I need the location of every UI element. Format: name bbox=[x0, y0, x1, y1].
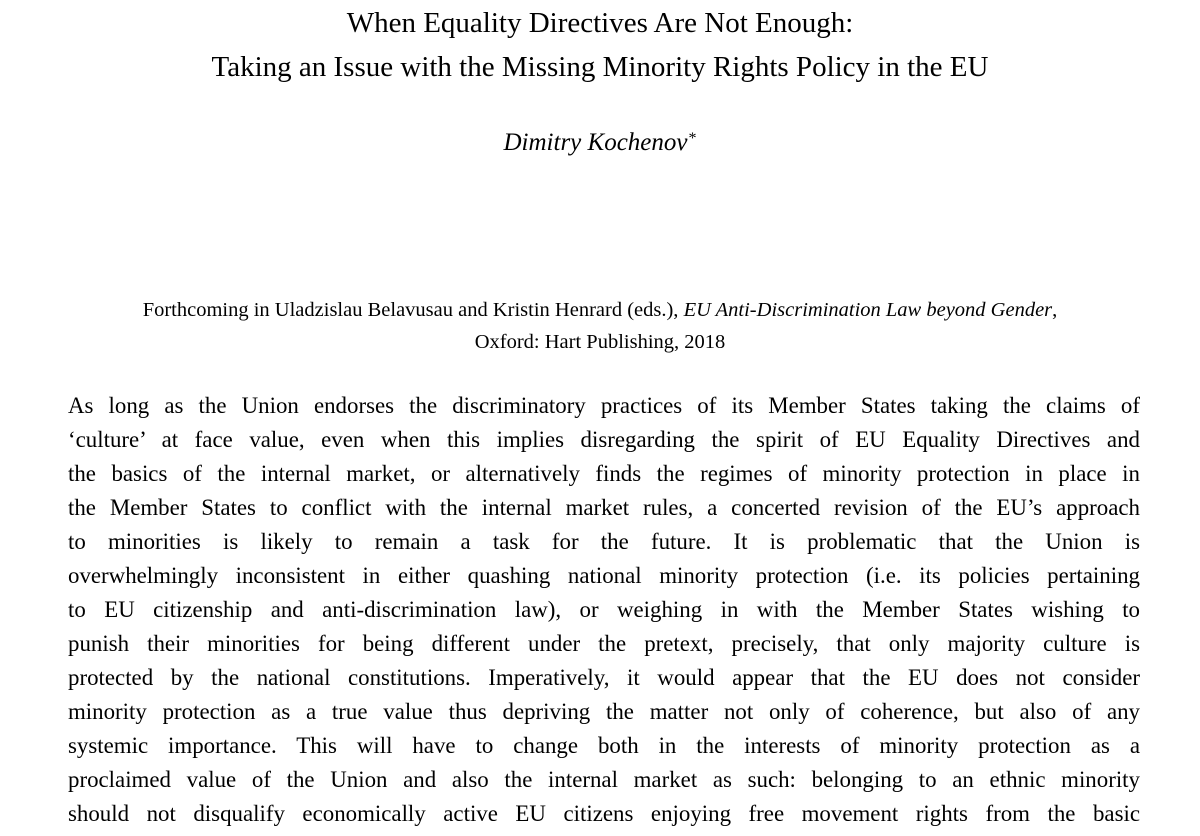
body-line: the Member States to conflict with the internal market rules, a concerted revision of the EU’s approach bbox=[68, 495, 1140, 520]
publication-suffix: , bbox=[1052, 299, 1058, 321]
body-line: proclaimed value of the Union and also the internal market as such: belonging to an ethnic minority bbox=[68, 767, 1140, 792]
author-footnote-mark[interactable]: * bbox=[688, 130, 697, 147]
publication-note-line-1 bbox=[0, 295, 1200, 325]
body-paragraph bbox=[68, 389, 1140, 831]
body-line: ‘culture’ at face value, even when this implies disregarding the spirit of EU Equality Directives and bbox=[68, 427, 1140, 452]
body-line: to EU citizenship and anti-discrimination law), or weighing in with the Member States wishing to bbox=[68, 597, 1140, 622]
body-line: the basics of the internal market, or alternatively finds the regimes of minority protection in place in bbox=[68, 461, 1140, 486]
publication-book-title: EU Anti-Discrimination Law beyond Gender bbox=[683, 299, 1053, 321]
body-line: overwhelmingly inconsistent in either quashing national minority protection (i.e. its policies pertaining bbox=[68, 563, 1140, 588]
publication-note-line-2: Oxford: Hart Publishing, 2018 bbox=[474, 331, 726, 353]
body-line: As long as the Union endorses the discriminatory practices of its Member States taking the claims of bbox=[68, 393, 1140, 418]
body-line: systemic importance. This will have to change both in the interests of minority protection as a bbox=[68, 733, 1140, 758]
body-line: minority protection as a true value thus depriving the matter not only of coherence, but also of any bbox=[68, 699, 1140, 724]
paper-title-line-2: Taking an Issue with the Missing Minority Rights Policy in the EU bbox=[211, 51, 989, 83]
author-name: Dimitry Kochenov bbox=[503, 129, 688, 156]
publication-prefix: Forthcoming in Uladzislau Belavusau and Kristin Henrard (eds.), bbox=[142, 299, 679, 321]
paper-title-line-1: When Equality Directives Are Not Enough: bbox=[346, 7, 854, 39]
author-line bbox=[0, 124, 1200, 162]
body-line: protected by the national constitutions. Imperatively, it would appear that the EU does not consider bbox=[68, 665, 1140, 690]
body-line: punish their minorities for being different under the pretext, precisely, that only majority culture is bbox=[68, 631, 1140, 656]
body-line: to minorities is likely to remain a task for the future. It is problematic that the Union is bbox=[68, 529, 1140, 554]
body-line: should not disqualify economically active EU citizens enjoying free movement rights from the basic bbox=[68, 801, 1140, 826]
